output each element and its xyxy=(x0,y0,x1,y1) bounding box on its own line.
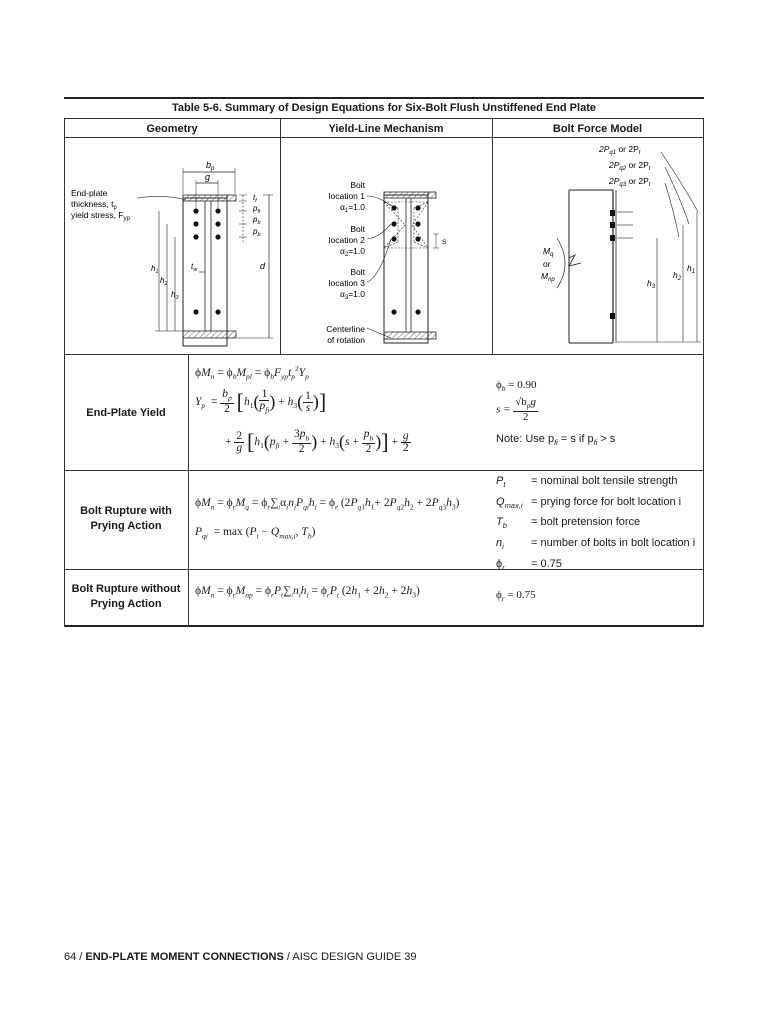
row-label-endplate-yield: End-Plate Yield xyxy=(86,407,166,419)
s-note: Note: Use $p_{fi} = s$ if $p_{fi} > s$ xyxy=(496,433,616,448)
force-label-3: $2P_{q3}$ or $2P_t$ xyxy=(609,176,651,188)
def-tb: $T_b$ = bolt pretension force xyxy=(496,516,641,531)
eq-pqi: $P_{qi} = \max (P_t - Q_{max,i}$, $T_b$) xyxy=(195,526,316,541)
row-label-prying: Bolt Rupture with Prying Action xyxy=(80,505,172,532)
eq-yp-line2: + $\frac{2}{g}$ [$h_1(p_{fi}$ + $\frac{3p_b}{2}$ ) + $h_3(s$ + $\frac{p_b}{2}$ )] + $\frac{g}{2}$ xyxy=(225,428,409,456)
force-label-1: $2P_{q1}$ or $2P_t$ xyxy=(599,144,641,156)
pfi-label: $p_{fi}$ xyxy=(253,204,261,215)
bp-label: $b_p$ xyxy=(206,160,215,172)
h1-label: $h_1$ xyxy=(151,264,159,275)
bf-h2-label: $h_2$ xyxy=(673,270,682,282)
prying-definitions xyxy=(496,473,695,576)
bf-h1-label: $h_1$ xyxy=(687,263,696,275)
s-label: s xyxy=(442,236,447,246)
mq-label: $M_q$ xyxy=(543,246,554,258)
loc3-label-2: location 3 xyxy=(328,278,365,288)
def-phir: $\phi_r = 0.75$ xyxy=(496,557,562,572)
title-divider xyxy=(64,118,704,119)
geometry-diagram xyxy=(65,138,279,353)
bolt xyxy=(193,221,198,226)
bolt xyxy=(215,234,220,239)
tw-label: $t_w$ xyxy=(191,262,198,273)
def-ni: $n_i$ = number of bolts in bolt location i xyxy=(496,537,696,552)
bf-h3-label: $h_3$ xyxy=(647,278,656,290)
row-divider-1 xyxy=(64,354,704,355)
row-label-no-prying: Bolt Rupture without Prying Action xyxy=(71,583,181,610)
top-flange xyxy=(183,195,236,201)
bolt xyxy=(215,309,220,314)
eq-phi-mn-yield: $\phi M_n = \phi_bM_{pl} = \phi_bF_{yp}t_p^2Y_p$ xyxy=(195,364,309,382)
bolt xyxy=(193,309,198,314)
header-yield-line: Yield-Line Mechanism xyxy=(328,123,444,135)
endplate-label-1: End-plate xyxy=(71,188,108,198)
design-equations-table xyxy=(64,97,704,627)
yield-line-diagram xyxy=(281,138,491,353)
def-qmax: $Q_{max,i}$ = prying force for bolt location i xyxy=(496,495,682,510)
bolt-force-diagram xyxy=(493,138,703,353)
col-divider-label xyxy=(188,354,189,627)
centerline-label-2: of rotation xyxy=(327,335,365,345)
loc1-label-2: location 1 xyxy=(328,191,365,201)
h3-label: $h_3$ xyxy=(171,290,179,301)
loc2-label-3: $\alpha_2=1.0$ xyxy=(339,246,365,258)
table-title: Table 5-6. Summary of Design Equations for Six-Bolt Flush Unstiffened End Plate xyxy=(172,102,596,114)
loc3-label-1: Bolt xyxy=(350,267,365,277)
def-pt: $P_t$ = nominal bolt tensile strength xyxy=(496,475,678,490)
centerline-label-1: Centerline xyxy=(326,324,365,334)
loc2-label-2: location 2 xyxy=(328,235,365,245)
bolt xyxy=(193,208,198,213)
endplate-label-3: yield stress, $F_{yp}$ xyxy=(71,210,130,222)
row-divider-2 xyxy=(64,470,704,471)
g-label: g xyxy=(205,172,211,182)
force-label-2: $2P_{q2}$ or $2P_t$ xyxy=(609,160,651,172)
eq-phi-mn-prying: $\phi M_n = \phi_rM_q = \phi_r\sum_i\alpha_in_iP_{qi}h_i = \phi_r$ $(2P_{q1}h_1+ 2P_{q2}h_2 + 2P_{q3}h_3)$ xyxy=(195,497,460,512)
mnp-label: $M_{np}$ xyxy=(541,271,555,283)
phi-r-value: $\phi_r = 0.75$ xyxy=(496,589,536,604)
h2-label: $h_2$ xyxy=(160,276,168,287)
d-label: d xyxy=(260,261,266,271)
header-geometry: Geometry xyxy=(146,123,198,135)
bolt xyxy=(193,234,198,239)
page-footer: 64 / END-PLATE MOMENT CONNECTIONS / AISC DESIGN GUIDE 39 xyxy=(64,951,417,963)
bolt xyxy=(215,208,220,213)
phi-b-value: $\phi_b = 0.90$ xyxy=(496,379,537,394)
bottom-flange xyxy=(183,331,236,338)
bolt xyxy=(215,221,220,226)
or-label: or xyxy=(543,259,551,269)
eq-phi-mn-no-prying: $\phi M_n = \phi_rM_{np} = \phi_rP_t\sum_in_ih_i = \phi_rP_t$ $(2h_1 + 2h_2 + 2h_3)$ xyxy=(195,585,420,600)
s-equation: s = $\frac{√b_pg}{2}$ xyxy=(496,396,537,424)
eq-yp-line1: $Y_p$ = $\frac{b_p}{2}$ [$h_1$( $\frac{1}{p_{fi}}$ ) + $h_3$( $\frac{1}{s}$ )] xyxy=(195,388,327,416)
pb2-label: $p_b$ xyxy=(253,227,261,238)
right-border xyxy=(703,118,704,627)
loc2-label-1: Bolt xyxy=(350,224,365,234)
endplate-label-2: thickness, $t_p$ xyxy=(71,199,117,211)
loc1-label-3: $\alpha_1=1.0$ xyxy=(339,202,365,214)
header-bolt-force: Bolt Force Model xyxy=(552,123,643,135)
pb1-label: $p_b$ xyxy=(253,215,261,226)
tf-label: $t_f$ xyxy=(253,193,257,204)
loc1-label-1: Bolt xyxy=(350,180,365,190)
loc3-label-3: $\alpha_3=1.0$ xyxy=(339,289,365,301)
